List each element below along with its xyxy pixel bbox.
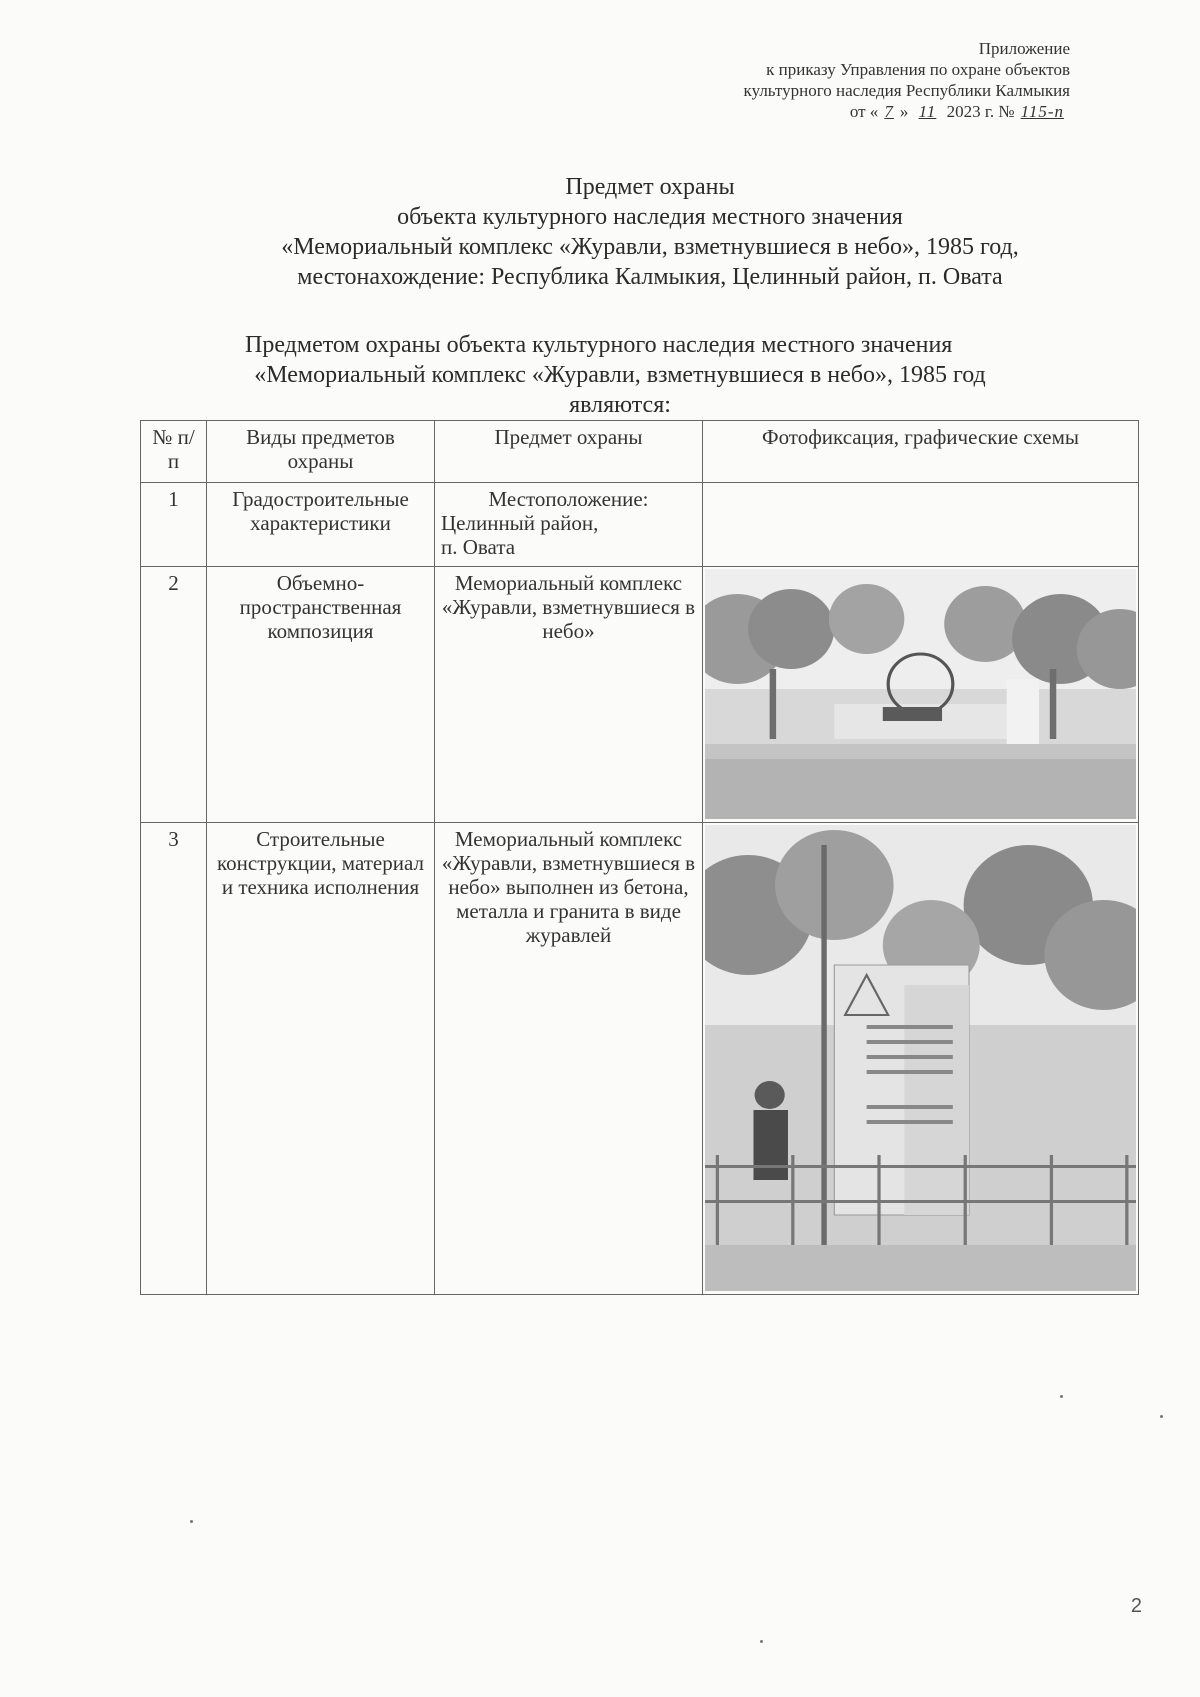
page-number: 2 <box>1130 1595 1142 1617</box>
scan-speck <box>1160 1415 1163 1418</box>
title-line-2: объекта культурного наследия местного значения <box>397 204 903 230</box>
header-num: № п/п <box>141 421 207 483</box>
row-3-subject: Мемориальный комплекс «Журавли, взметнувшиеся в небо» выполнен из бетона, металла и гранита в виде журавлей <box>435 823 703 1295</box>
appendix-order-line: к приказу Управления по охране объектов <box>766 60 1070 79</box>
title-line-3: «Мемориальный комплекс «Журавли, взметнувшиеся в небо», 1985 год, <box>281 234 1019 260</box>
table-header-row <box>141 421 1139 483</box>
row-2-num: 2 <box>141 567 207 823</box>
date-year: 2023 г. № <box>946 102 1015 121</box>
scan-speck <box>760 1640 763 1643</box>
title-line-4: местонахождение: Республика Калмыкия, Целинный район, п. Овата <box>297 264 1003 290</box>
table-row <box>141 483 1139 567</box>
header-kind: Виды предметов охраны <box>207 421 435 483</box>
table-row <box>141 567 1139 823</box>
row-1-num: 1 <box>141 483 207 567</box>
row-3-photo <box>703 823 1139 1295</box>
document-title <box>180 172 1120 292</box>
date-mid: » <box>899 102 909 121</box>
memorial-photo-1 <box>705 569 1136 819</box>
header-photo: Фотофиксация, графические схемы <box>703 421 1139 483</box>
memorial-photo-2 <box>705 825 1136 1291</box>
row-2-kind: Объемно-пространственная композиция <box>207 567 435 823</box>
row-1-subject-line-1: Местоположение: <box>488 487 649 511</box>
row-1-photo <box>703 483 1139 567</box>
intro-line-3: являются: <box>569 392 671 418</box>
protection-table <box>140 420 1139 1295</box>
row-1-subject <box>435 483 703 567</box>
appendix-header <box>550 38 1070 122</box>
date-day: 7 <box>884 102 894 121</box>
intro-line-1: Предметом охраны объекта культурного наследия местного значения <box>245 332 953 358</box>
date-prefix: от « <box>849 102 879 121</box>
row-3-num: 3 <box>141 823 207 1295</box>
row-1-kind: Градостроительные характеристики <box>207 483 435 567</box>
row-1-subject-line-3: п. Овата <box>441 535 516 559</box>
header-subject: Предмет охраны <box>435 421 703 483</box>
appendix-title: Приложение <box>978 39 1070 58</box>
row-3-kind: Строительные конструкции, материал и техника исполнения <box>207 823 435 1295</box>
appendix-date-line <box>550 101 1070 122</box>
order-number: 115-п <box>1020 102 1064 121</box>
intro-paragraph <box>150 330 1090 420</box>
scan-speck <box>1060 1395 1063 1398</box>
date-month: 11 <box>918 102 937 121</box>
table-row <box>141 823 1139 1295</box>
row-1-subject-line-2: Целинный район, <box>441 511 599 535</box>
title-line-1: Предмет охраны <box>565 174 735 200</box>
scan-speck <box>190 1520 193 1523</box>
row-2-subject: Мемориальный комплекс «Журавли, взметнувшиеся в небо» <box>435 567 703 823</box>
intro-line-2: «Мемориальный комплекс «Журавли, взметнувшиеся в небо», 1985 год <box>254 362 986 388</box>
row-2-photo <box>703 567 1139 823</box>
appendix-department-line: культурного наследия Республики Калмыкия <box>743 81 1070 100</box>
